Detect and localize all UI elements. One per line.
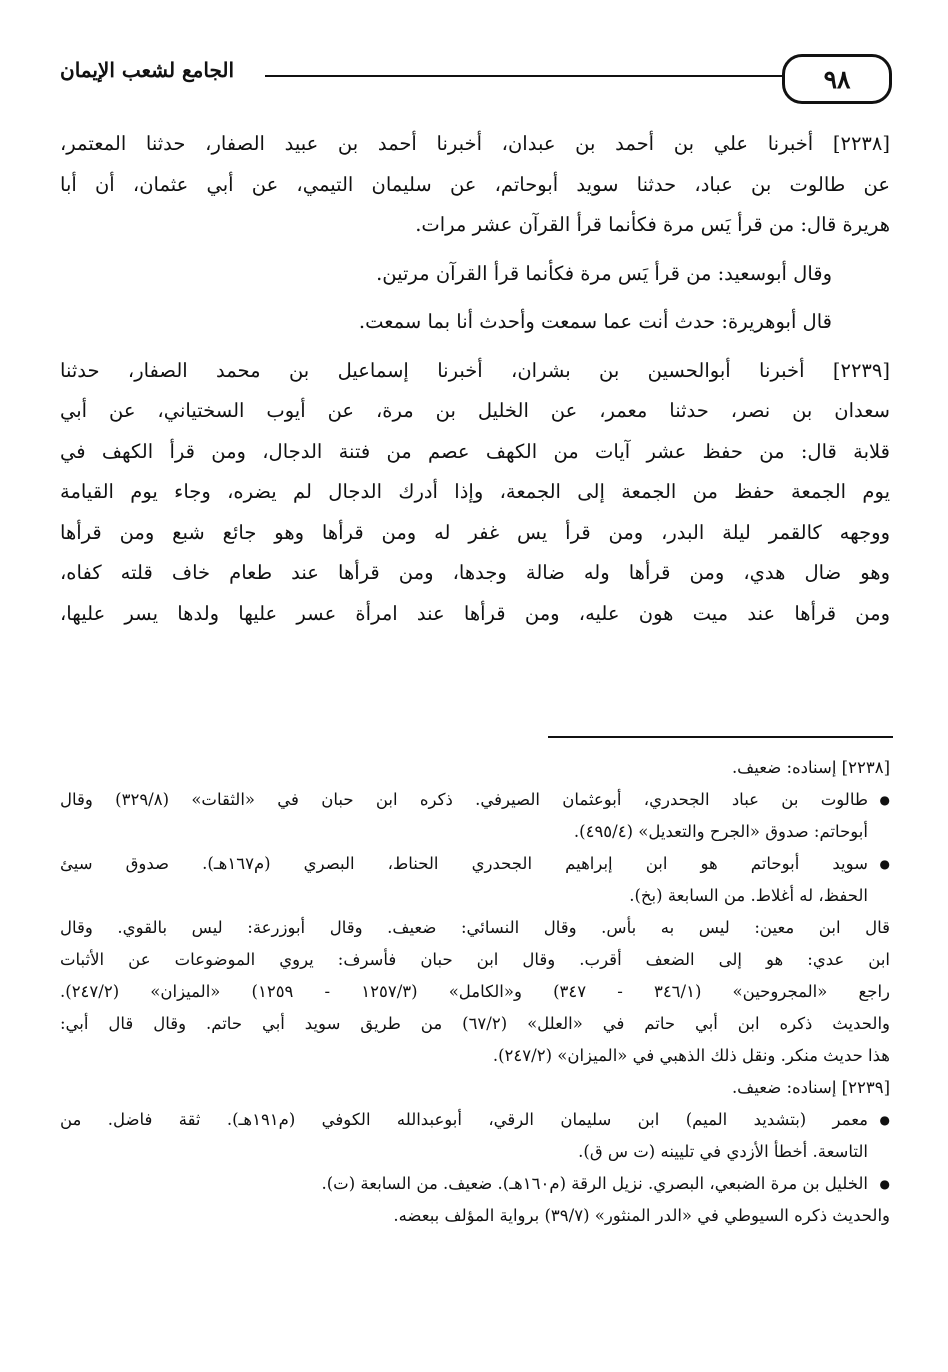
note-line: ● سويد أبوحاتم هو ابن إبراهيم الجحدري الحناط، البصري (م١٦٧هـ). صدوق سيئ [60, 854, 868, 873]
hadith-line: قال أبوهريرة: حدث أنت عما سمعت وأحدث أنا بما سمعت. [358, 310, 832, 333]
note-line: والحديث ذكره السيوطي في «الدر المنثور» (٣٩/٧) برواية المؤلف ببعضه. [393, 1206, 890, 1225]
note-line: ● طالوت بن عباد الجحدري، أبوعثمان الصيرفي. ذكره ابن حبان في «الثقات» (٣٢٩/٨) وقال [60, 790, 868, 809]
footnotes [60, 752, 890, 1232]
running-title: الجامع لشعب الإيمان [60, 58, 235, 82]
hadith-2239 [60, 351, 890, 635]
page-number: ٩٨ [782, 54, 892, 104]
hadith-line: [٢٢٣٩] أخبرنا أبوالحسين بن بشران، أخبرنا إسماعيل بن محمد الصفار، حدثنا [60, 358, 890, 382]
note-bullet [60, 784, 890, 848]
hadith-line: ومن قرأها عند ميت هون عليه، ومن قرأها عند امرأة عسر عليها ولدها يسر عليها، [60, 601, 890, 625]
note-line: أبوحاتم: صدوق «الجرح والتعديل» (٤٩٥/٤). [573, 822, 868, 841]
hadith-line: ووجهه كالقمر ليلة البدر، ومن قرأ يس غفر له ومن قرأها وهو جائع شبع ومن قرأها [60, 520, 890, 544]
hadith-line: يوم الجمعة حفظ من الجمعة إلى الجمعة، وإذا أدرك الدجال لم يضره، وجاء يوم القيامة [60, 480, 890, 503]
note-bullet [60, 1104, 890, 1168]
note-line: [٢٢٣٨] إسناده: ضعيف. [731, 758, 890, 777]
note-line: الحفظ، له أغلاط. من السابعة (بخ). [629, 886, 868, 905]
note-bullet [60, 848, 890, 912]
note-2239-heading [60, 1072, 890, 1104]
note-line: والحديث ذكره ابن أبي حاتم في «العلل» (٦٧/٢) من طريق سويد أبي حاتم. وقال قال أبي: [60, 1014, 890, 1033]
note-2238-heading [60, 752, 890, 784]
note-line: راجع «المجروحين» (٣٤٦/١ - ٣٤٧) و«الكامل» (١٢٥٧/٣ - ١٢٥٩) «الميزان» (٢٤٧/٢). [60, 982, 890, 1001]
note-line: ● الخليل بن مرة الضبعي، البصري. نزيل الرقة (م١٦٠هـ). ضعيف. من السابعة (ت). [321, 1174, 868, 1193]
note-line: ابن عدي: هو إلى الضعف أقرب. وقال ابن حبان فأسرف: يروي الموضوعات عن الأثبات [60, 950, 890, 969]
hadith-line: سعدان بن نصر، حدثنا معمر، عن الخليل بن مرة، عن أيوب السختياني، عن أبي [60, 399, 890, 422]
note-line: [٢٢٣٩] إسناده: ضعيف. [731, 1078, 890, 1097]
hadith-2238 [60, 124, 890, 246]
footnote-separator [548, 736, 893, 738]
hadith-line: هريرة قال: من قرأ يَس مرة فكأنما قرأ القرآن عشر مرات. [415, 213, 890, 236]
note-line: ● معمر (بتشديد الميم) ابن سليمان الرقي، أبوعبدالله الكوفي (م١٩١هـ). ثقة فاضل. من [60, 1110, 868, 1129]
hadith-line: وقال أبوسعيد: من قرأ يَس مرة فكأنما قرأ القرآن مرتين. [376, 261, 832, 285]
hadith-line: قلابة قال: من حفظ عشر آيات من الكهف عصم من فتنة الدجال، ومن قرأ الكهف في [60, 439, 890, 463]
note-paragraph [60, 1200, 890, 1232]
header-rule [265, 75, 783, 77]
hadith-line: عن طالوت بن عباد، حدثنا سويد أبوحاتم، عن سليمان التيمي، عن أبي عثمان، أن أبا [60, 172, 890, 196]
note-paragraph [60, 912, 890, 1072]
abuhurayra-statement [60, 302, 890, 343]
page-header [60, 48, 890, 104]
main-text [60, 124, 890, 634]
note-line: هذا حديث منكر. ونقل ذلك الذهبي في «الميزان» (٢٤٧/٢). [492, 1046, 890, 1065]
note-line: قال ابن معين: ليس به بأس. وقال النسائي: ضعيف. وقال أبوزرعة: ليس بالقوي. وقال [60, 918, 890, 937]
note-line: التاسعة. أخطأ الأزدي في تليينه (ت س ق). [578, 1142, 868, 1161]
hadith-line: وهو ضال هدي، ومن قرأها وله ضالة وجدها، ومن قرأها عند طعام خاف قلته كفاه، [60, 561, 890, 584]
abusaid-statement [60, 254, 890, 295]
note-bullet [60, 1168, 890, 1200]
hadith-line: [٢٢٣٨] أخبرنا علي بن أحمد بن عبدان، أخبرنا أحمد بن عبيد الصفار، حدثنا المعتمر، [60, 132, 890, 155]
